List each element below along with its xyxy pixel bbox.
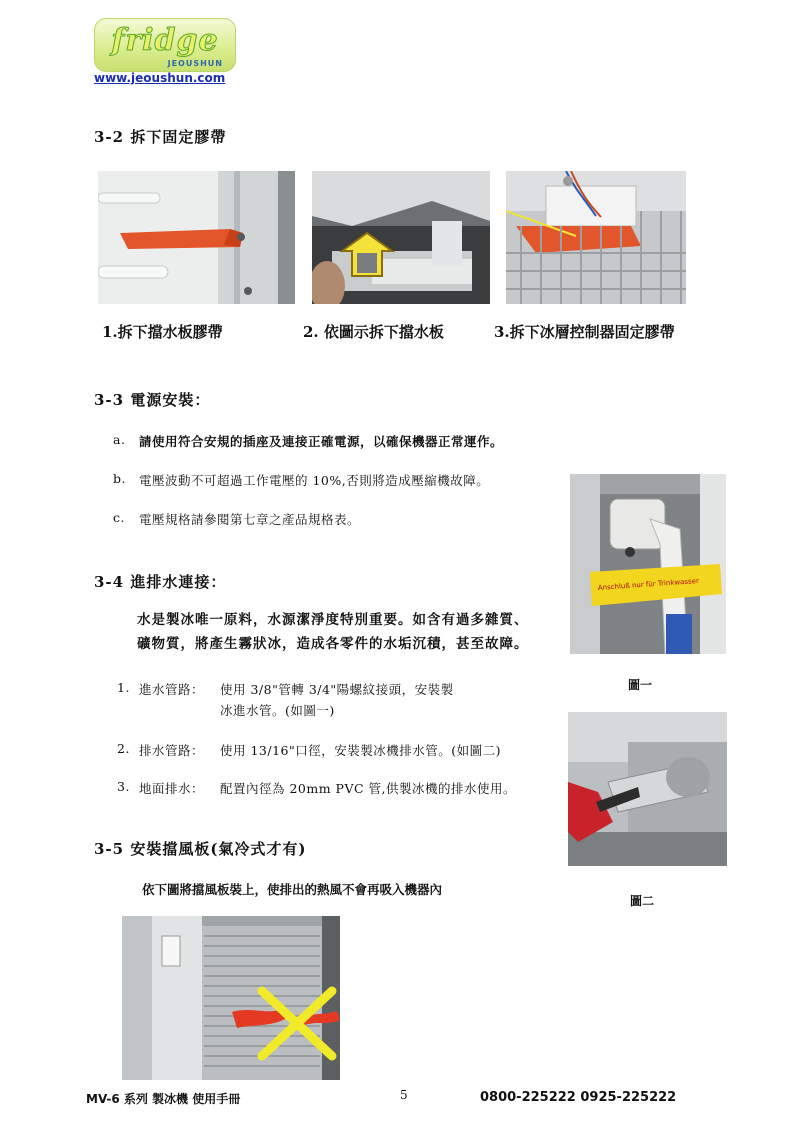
section-3-2-title: 3-2 拆下固定膠帶 xyxy=(94,128,227,146)
list-item-2: 使用 13/16"口徑，安裝製冰機排水管。(如圖二) xyxy=(220,743,502,758)
logo-wordmark: fridge xyxy=(111,23,219,58)
photo-splash-panel-tape xyxy=(98,171,295,304)
section-3-5-title: 3-5 安裝擋風板(氣冷式才有) xyxy=(94,840,307,858)
photo-ice-thickness-control-tape xyxy=(506,171,686,304)
page-number: 5 xyxy=(400,1088,408,1102)
caption-step-2: 2. 依圖示拆下擋水板 xyxy=(303,323,444,341)
water-quality-line-2: 礦物質，將產生霧狀冰，造成各零件的水垢沉積，甚至故障。 xyxy=(137,636,529,652)
photo-figure-2-drain-pipe xyxy=(568,712,727,866)
list-item-3: 配置內徑為 20mm PVC 管,供製冰機的排水使用。 xyxy=(220,781,517,796)
list-marker-b: b. xyxy=(113,471,126,486)
list-num-2: 2. xyxy=(117,741,130,756)
list-label-1: 進水管路： xyxy=(139,682,205,697)
section-3-3-title: 3-3 電源安裝： xyxy=(94,391,211,409)
list-item-1-line-2: 冰進水管。(如圖一) xyxy=(220,703,335,718)
photo-remove-splash-panel xyxy=(312,171,490,304)
footer-manual-title: MV-6 系列 製冰機 使用手冊 xyxy=(86,1092,241,1106)
caption-step-3: 3.拆下冰層控制器固定膠帶 xyxy=(494,323,675,341)
water-quality-line-1: 水是製冰唯一原料，水源潔淨度特別重要。如含有過多雜質、 xyxy=(137,612,529,628)
wind-baffle-instruction: 依下圖將擋風板裝上，使排出的熱風不會再吸入機器內 xyxy=(142,882,443,897)
list-marker-a: a. xyxy=(113,432,126,447)
website-link[interactable]: www.jeoushun.com xyxy=(94,71,226,85)
sticker-text: Anschluß nur für Trinkwasser xyxy=(597,576,700,592)
footer-phone-numbers: 0800-225222 0925-225222 xyxy=(480,1090,677,1105)
logo-subtext: JEOUSHUN xyxy=(167,59,223,68)
list-num-3: 3. xyxy=(117,779,130,794)
list-item-c: 電壓規格請參閱第七章之產品規格表。 xyxy=(139,512,361,527)
list-item-a: 請使用符合安規的插座及連接正確電源，以確保機器正常運作。 xyxy=(139,434,504,449)
list-item-1-line-1: 使用 3/8"管轉 3/4"陽螺紋接頭，安裝製 xyxy=(220,682,454,697)
figure-1-label: 圖一 xyxy=(628,678,653,692)
list-label-2: 排水管路： xyxy=(139,743,205,758)
list-marker-c: c. xyxy=(113,510,125,525)
figure-2-label: 圖二 xyxy=(630,894,655,908)
section-3-4-title: 3-4 進排水連接： xyxy=(94,573,227,591)
list-item-b: 電壓波動不可超過工作電壓的 10%,否則將造成壓縮機故障。 xyxy=(139,473,490,488)
photo-wind-baffle-installation xyxy=(122,916,340,1080)
list-num-1: 1. xyxy=(117,680,130,695)
caption-step-1: 1.拆下擋水板膠帶 xyxy=(102,323,223,341)
photo-figure-1-water-inlet xyxy=(570,474,726,654)
list-label-3: 地面排水： xyxy=(139,781,205,796)
company-logo xyxy=(94,18,236,72)
